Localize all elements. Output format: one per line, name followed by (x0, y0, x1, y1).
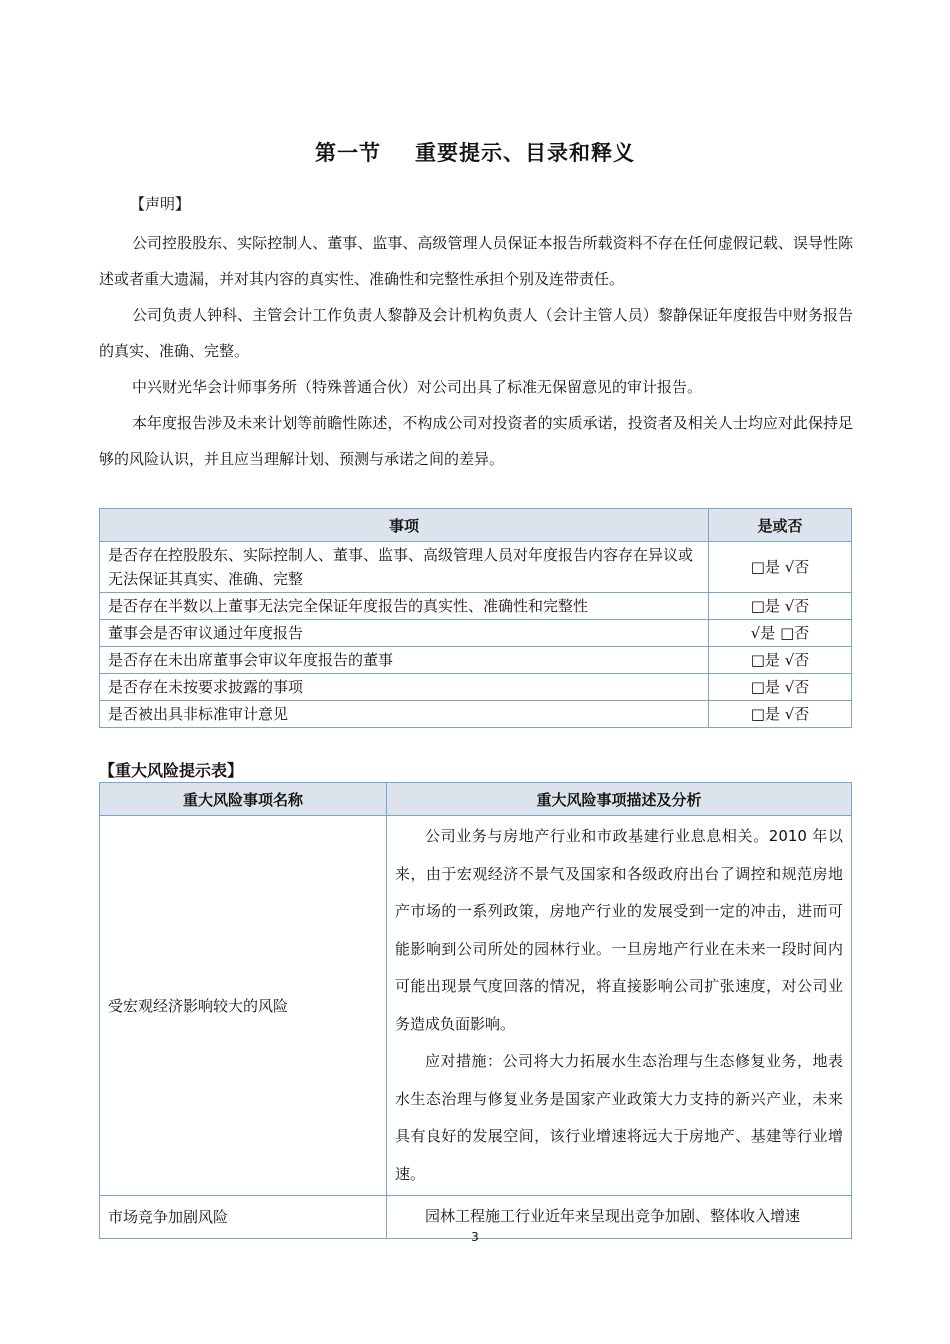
answer-cell: □是 √否 (709, 647, 852, 674)
table-row (100, 620, 852, 647)
risk-name-cell: 受宏观经济影响较大的风险 (100, 816, 387, 1196)
answer-cell: √是 □否 (709, 620, 852, 647)
table-row (100, 647, 852, 674)
statement-paragraph-3: 中兴财光华会计师事务所（特殊普通合伙）对公司出具了标准无保留意见的审计报告。 (132, 378, 703, 396)
matter-cell: 是否被出具非标准审计意见 (100, 701, 709, 728)
matters-table (99, 508, 852, 728)
answer-cell: □是 √否 (709, 593, 852, 620)
risk-name-cell: 市场竞争加剧风险 (100, 1196, 387, 1239)
risk-measure-paragraph: 应对措施：公司将大力拓展水生态治理与生态修复业务，地表水生态治理与修复业务是国家产业政策大力支持的新兴产业，未来具有良好的发展空间，该行业增速将远大于房地产、基建等行业增速。 (395, 1052, 843, 1183)
risk-heading: 【重大风险提示表】 (99, 761, 244, 780)
section-title-number: 第一节 (315, 141, 381, 165)
risk-desc-paragraph: 园林工程施工行业近年来呈现出竞争加剧、整体收入增速 (425, 1207, 801, 1225)
risk-desc-cell (387, 816, 852, 1196)
risk-desc-paragraph: 公司业务与房地产行业和市政基建行业息息相关。2010 年以来，由于宏观经济不景气及国家和各级政府出台了调控和规范房地产市场的一系列政策，房地产行业的发展受到一定的冲击，进而可能影响到公司所处的园林行业。一旦房地产行业在未来一段时间内可能出现景气度回落的情况，将直接影响公司扩张速度，对公司业务造成负面影响。 (395, 827, 843, 1033)
matter-cell: 是否存在控股股东、实际控制人、董事、监事、高级管理人员对年度报告内容存在异议或无法保证其真实、准确、完整 (100, 542, 709, 593)
table-header-row (100, 509, 852, 542)
statement-paragraph-4: 本年度报告涉及未来计划等前瞻性陈述，不构成公司对投资者的实质承诺，投资者及相关人士均应对此保持足够的风险认识，并且应当理解计划、预测与承诺之间的差异。 (99, 414, 853, 468)
matter-cell: 是否存在未按要求披露的事项 (100, 674, 709, 701)
table-row (100, 674, 852, 701)
risk-table (99, 782, 852, 1239)
answer-cell: □是 √否 (709, 701, 852, 728)
header-matter: 事项 (100, 509, 709, 542)
statement-paragraph-1: 公司控股股东、实际控制人、董事、监事、高级管理人员保证本报告所载资料不存在任何虚假记载、误导性陈述或者重大遗漏，并对其内容的真实性、准确性和完整性承担个别及连带责任。 (99, 234, 853, 288)
table-row (100, 701, 852, 728)
answer-cell: □是 √否 (709, 674, 852, 701)
table-row (100, 593, 852, 620)
matter-cell: 董事会是否审议通过年度报告 (100, 620, 709, 647)
matter-cell: 是否存在半数以上董事无法完全保证年度报告的真实性、准确性和完整性 (100, 593, 709, 620)
statement-paragraph-2: 公司负责人钟科、主管会计工作负责人黎静及会计机构负责人（会计主管人员）黎静保证年度报告中财务报告的真实、准确、完整。 (99, 306, 853, 360)
page-number: 3 (471, 1230, 479, 1244)
table-row (100, 816, 852, 1196)
section-title-text: 重要提示、目录和释义 (415, 141, 635, 165)
table-row (100, 542, 852, 593)
header-risk-name: 重大风险事项名称 (100, 783, 387, 816)
header-risk-desc: 重大风险事项描述及分析 (387, 783, 852, 816)
matter-cell: 是否存在未出席董事会审议年度报告的董事 (100, 647, 709, 674)
answer-cell: □是 √否 (709, 542, 852, 593)
statement-heading: 【声明】 (130, 195, 191, 213)
section-title (0, 137, 950, 167)
table-header-row (100, 783, 852, 816)
header-yes-no: 是或否 (709, 509, 852, 542)
